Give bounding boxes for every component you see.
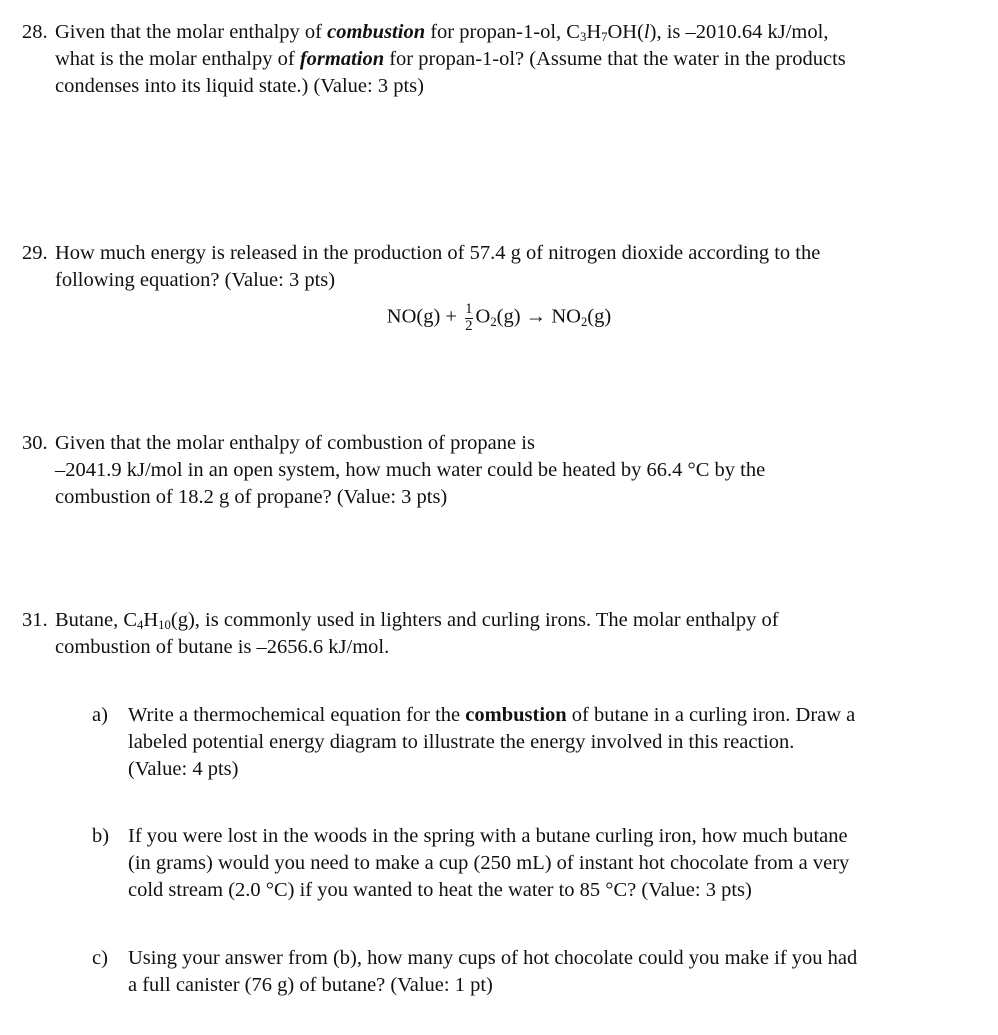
question-number: 31. [22,609,48,631]
question-number: 30. [22,432,48,454]
one-half-fraction: $\frac{1}{2}$ [465,301,473,334]
question-text-line: combustion of butane is –2656.6 kJ/mol. [55,636,390,658]
question-28 [22,19,984,100]
subquestion-label: c) [92,947,108,969]
question-text-line: what is the molar enthalpy of formation for propan-1-ol? (Assume that the water in the products [55,48,846,70]
question-text-line: (Value: 4 pts) [128,758,239,780]
question-number: 29. [22,242,48,264]
question-31c [92,945,984,999]
question-text-line: –2041.9 kJ/mol in an open system, how much water could be heated by 66.4 °C by the [55,459,766,481]
question-31b [92,823,984,904]
question-text-line: Butane, $C_4H_{10}(g)$, is commonly used in lighters and curling irons. The molar enthalpy of [55,609,779,633]
question-text-line: Write a thermochemical equation for the combustion of butane in a curling iron. Draw a [128,704,856,726]
question-text-line: condenses into its liquid state.) (Value: 3 pts) [55,75,424,97]
question-text-line: Given that the molar enthalpy of combustion for propan-1-ol, $C_3H_7OH(l)$, is –2010.64 kJ/mol, [55,21,829,45]
question-29 [22,240,984,294]
subquestion-label: b) [92,825,110,847]
question-30 [22,430,984,511]
chemical-equation: NO(g) + $\frac{1}{2}$ $O_2(g) \to NO_2(g)$ [386,301,612,334]
question-text-line: If you were lost in the woods in the spring with a butane curling iron, how much butane [128,825,848,847]
question-31a [92,702,984,783]
question-text-line: following equation? (Value: 3 pts) [55,269,336,291]
question-text-line: How much energy is released in the production of 57.4 g of nitrogen dioxide according to the [55,242,821,264]
subquestion-label: a) [92,704,108,726]
question-text-line: (in grams) would you need to make a cup (250 mL) of instant hot chocolate from a very [128,852,850,874]
question-text-line: Given that the molar enthalpy of combustion of propane is [55,432,535,454]
question-text-line: labeled potential energy diagram to illustrate the energy involved in this reaction. [128,731,795,753]
question-text-line: a full canister (76 g) of butane? (Value: 1 pt) [128,974,493,996]
question-text-line: cold stream (2.0 °C) if you wanted to heat the water to 85 °C? (Value: 3 pts) [128,879,752,901]
question-text-line: Using your answer from (b), how many cups of hot chocolate could you make if you had [128,947,858,969]
question-31 [22,607,984,661]
question-number: 28. [22,21,48,43]
question-text-line: combustion of 18.2 g of propane? (Value: 3 pts) [55,486,448,508]
